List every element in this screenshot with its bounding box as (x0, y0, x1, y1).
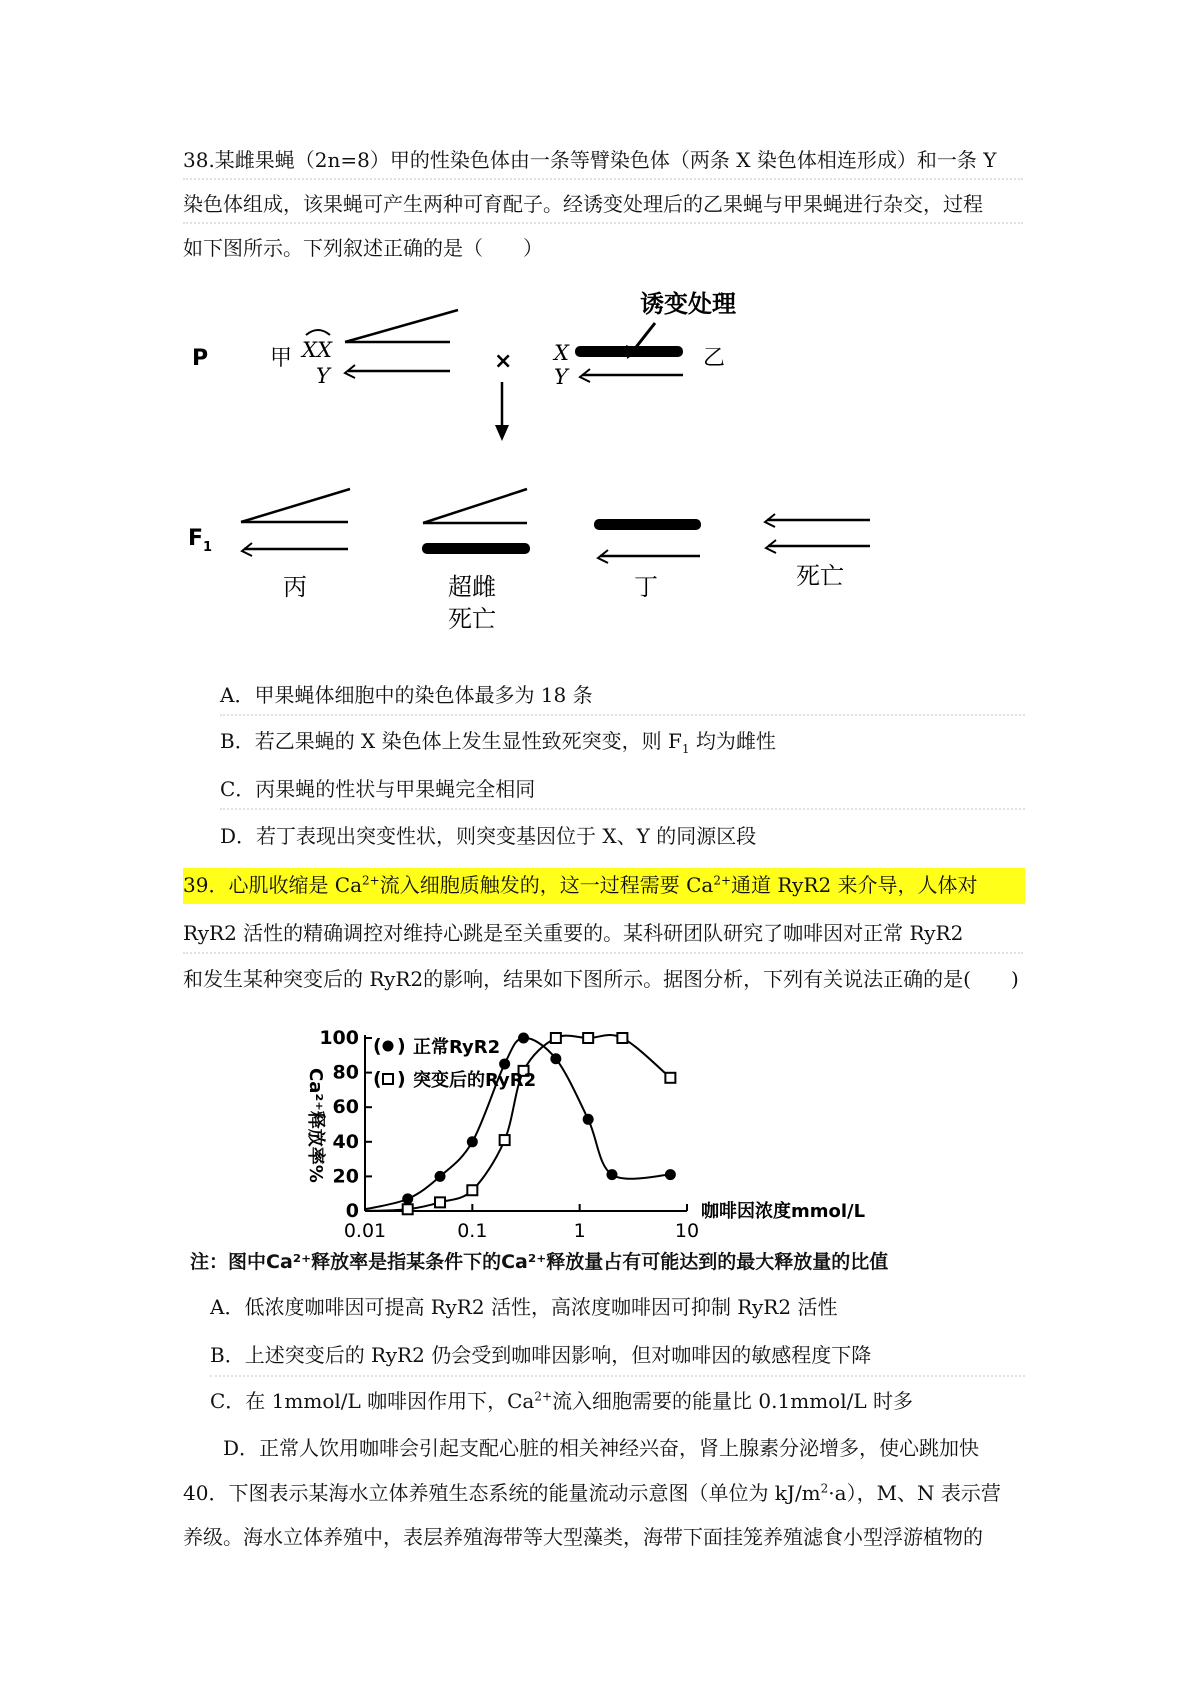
chart-y-tick-label: 80 (332, 1061, 359, 1084)
q39-line-2: RyR2 活性的精确调控对维持心跳是至关重要的。某科研团队研究了咖啡因对正常 RyR2 (183, 921, 964, 945)
chart-point-normal (467, 1136, 478, 1147)
chart-series-line-2 (365, 1035, 670, 1211)
chart-y-axis-label: Ca²⁺释放率% (305, 1068, 326, 1183)
chart-y-tick-label: 40 (332, 1130, 359, 1153)
parent-yi-label: 乙 (703, 346, 726, 371)
q39-option-d: D．正常人饮用咖啡会引起支配心脏的相关神经兴奋，肾上腺素分泌增多，使心跳加快 (223, 1436, 980, 1460)
q38-line-2: 染色体组成，该果蝇可产生两种可育配子。经诱变处理后的乙果蝇与甲果蝇进行杂交，过程 (183, 192, 983, 216)
p-generation-label: P (192, 346, 209, 371)
jia-y-label: Y (316, 364, 330, 388)
treatment-label: 诱变处理 (640, 290, 736, 318)
q38-option-c: C．丙果蝇的性状与甲果蝇完全相同 (220, 777, 536, 801)
chart-legend-normal-marker (383, 1041, 394, 1052)
chart-legend-paren: ( (373, 1035, 382, 1057)
chart-x-tick-label: 0.1 (457, 1220, 488, 1242)
f1-ding-label: 丁 (634, 573, 658, 601)
q38-option-b: B．若乙果蝇的 X 染色体上发生显性致死突变，则 $F_1$ 均为雌性 (220, 729, 776, 756)
q40-line-1: 40．下图表示某海水立体养殖生态系统的能量流动示意图（单位为 $kJ/m^2\cdot a$），M、N 表示营 (183, 1481, 1001, 1505)
chart-x-axis-label: 咖啡因浓度mmol/L (701, 1201, 866, 1222)
chart-series-line-1 (365, 1038, 670, 1209)
chart-point-normal (402, 1193, 413, 1204)
chart-y-tick-label: 100 (319, 1027, 359, 1049)
f1-super-female-label: 超雌 (448, 573, 496, 601)
caffeine-ryr2-chart (280, 1008, 980, 1258)
chart-point-mutant (500, 1135, 510, 1145)
hybridization-diagram (0, 275, 1200, 635)
chart-point-normal (435, 1171, 446, 1182)
ding-mutated-x-chromosome (594, 519, 701, 530)
q39-option-a: A．低浓度咖啡因可提高 RyR2 活性，高浓度咖啡因可抑制 RyR2 活性 (210, 1295, 838, 1319)
chart-y-tick-label: 20 (332, 1165, 359, 1188)
yi-y-label: Y (554, 365, 568, 389)
chart-x-tick-label: 10 (674, 1220, 700, 1242)
chart-point-mutant (583, 1033, 593, 1043)
super-attached-x-arm (423, 489, 527, 523)
chart-point-mutant (551, 1033, 561, 1043)
attached-x-arc (306, 330, 330, 335)
chart-y-axis-title (305, 1068, 327, 1183)
chart-point-normal (499, 1058, 510, 1069)
bing-attached-x-arm (241, 489, 350, 522)
chart-legend-mutant-label: 突变后的RyR2 (413, 1070, 537, 1091)
chart-point-mutant (435, 1197, 445, 1207)
chart-x-tick-label: 0.01 (343, 1220, 387, 1242)
q38-line-3: 如下图所示。下列叙述正确的是（ ） (183, 236, 543, 260)
q38-line-1: 38.某雌果蝇（2n=8）甲的性染色体由一条等臂染色体（两条 X 染色体相连形成）和一条 Y (183, 148, 997, 172)
chart-x-tick-label: 1 (573, 1220, 586, 1242)
dotted-rule (183, 952, 1023, 954)
chart-point-mutant (467, 1185, 477, 1195)
f1-bing-label: 丙 (283, 573, 307, 601)
super-mutated-x-chromosome (422, 543, 530, 554)
chart-legend-paren: ) (397, 1035, 406, 1057)
q38-option-a: A．甲果蝇体细胞中的染色体最多为 18 条 (220, 683, 593, 707)
attached-xx-label: XX (302, 338, 332, 362)
q38-option-d: D．若丁表现出突变性状，则突变基因位于 X、Y 的同源区段 (220, 824, 757, 848)
q39-line-1-highlighted: 39．心肌收缩是 $Ca^{2+}$流入细胞质触发的，这一过程需要 $Ca^{2+}$通道 RyR2 来介导，人体对 (183, 868, 1025, 904)
chart-point-normal (583, 1114, 594, 1125)
cross-sign: × (494, 349, 513, 374)
cross-arrowhead (495, 425, 509, 441)
chart-legend-normal-label: 正常RyR2 (413, 1037, 501, 1058)
chart-y-tick-label: 0 (345, 1200, 359, 1222)
chart-footnote: 注：图中Ca²⁺释放率是指某条件下的Ca²⁺释放量占有可能达到的最大释放量的比值 (190, 1251, 889, 1273)
chart-point-normal (606, 1169, 617, 1180)
parent-jia-label: 甲 (270, 346, 293, 371)
chart-legend-paren: ) (397, 1068, 406, 1090)
dotted-rule (183, 222, 1023, 224)
f1-generation-label: $F_1$ (188, 526, 213, 555)
dotted-rule (210, 1375, 1025, 1377)
q39-option-c: C．在 1mmol/L 咖啡因作用下，$Ca^{2+}$流入细胞需要的能量比 0.1mmol/L 时多 (210, 1389, 913, 1413)
chart-point-normal (665, 1169, 676, 1180)
chart-y-tick-label: 60 (332, 1096, 359, 1119)
yi-mutated-x-chromosome (575, 346, 683, 357)
dotted-rule (183, 178, 1023, 180)
q39-option-b: B．上述突变后的 RyR2 仍会受到咖啡因影响，但对咖啡因的敏感程度下降 (210, 1343, 872, 1367)
chart-legend-mutant-marker (383, 1074, 393, 1084)
f1-yy-death-label: 死亡 (796, 562, 844, 590)
f1-super-female-death-label: 死亡 (448, 605, 496, 633)
chart-point-mutant (617, 1033, 627, 1043)
q40-line-2: 养级。海水立体养殖中，表层养殖海带等大型藻类，海带下面挂笼养殖滤食小型浮游植物的 (183, 1525, 983, 1549)
dotted-rule (220, 808, 1025, 810)
yi-x-label: X (554, 341, 569, 365)
chart-point-normal (518, 1033, 529, 1044)
chart-point-normal (550, 1053, 561, 1064)
chart-legend-paren: ( (373, 1068, 382, 1090)
chart-point-mutant (665, 1073, 675, 1083)
dotted-rule (220, 714, 1025, 716)
jia-attached-x-arm (345, 310, 458, 342)
chart-point-mutant (403, 1204, 413, 1214)
q39-line-3: 和发生某种突变后的 RyR2的影响，结果如下图所示。据图分析，下列有关说法正确的是( ) (183, 967, 1019, 991)
